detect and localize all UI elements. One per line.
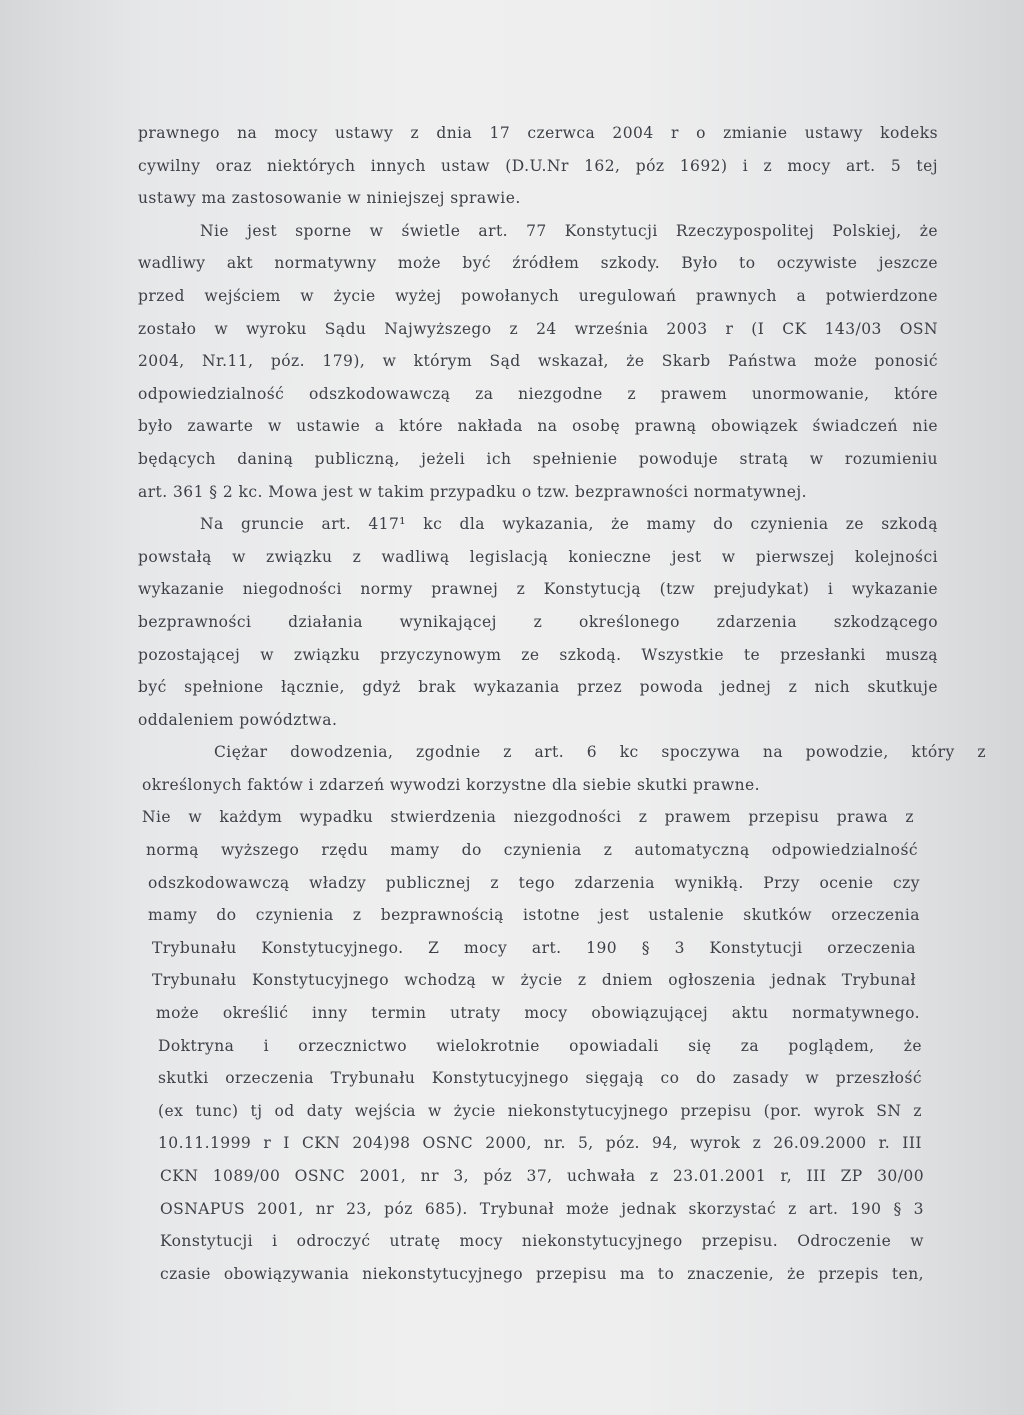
text-line: powstałą w związku z wadliwą legislacją konieczne jest w pierwszej kolejności: [138, 547, 938, 566]
text-line: odpowiedzialność odszkodowawczą za niezgodne z prawem unormowanie, które: [138, 384, 938, 403]
text-line: bezprawności działania wynikającej z określonego zdarzenia szkodzącego: [138, 612, 938, 631]
text-line: będących daniną publiczną, jeżeli ich spełnienie powoduje stratą w rozumieniu: [138, 449, 938, 468]
text-line: cywilny oraz niektórych innych ustaw (D.U.Nr 162, póz 1692) i z mocy art. 5 tej: [138, 156, 938, 175]
text-line: 2004, Nr.11, póz. 179), w którym Sąd wskazał, że Skarb Państwa może ponosić: [138, 352, 938, 371]
text-line: normą wyższego rzędu mamy do czynienia z automatyczną odpowiedzialność: [146, 841, 918, 860]
text-line: wadliwy akt normatywny może być źródłem szkody. Było to oczywiste jeszcze: [138, 254, 938, 273]
document-text: [138, 117, 986, 1290]
text-line: art. 361 § 2 kc. Mowa jest w takim przypadku o tzw. bezprawności normatywnej.: [138, 482, 807, 501]
text-line: Doktryna i orzecznictwo wielokrotnie opowiadali się za poglądem, że: [158, 1036, 922, 1055]
text-line: pozostającej w związku przyczynowym ze szkodą. Wszystkie te przesłanki muszą: [138, 645, 938, 664]
paragraph-start-line: Na gruncie art. 417¹ kc dla wykazania, że mamy do czynienia ze szkodą: [200, 515, 938, 534]
text-line: przed wejściem w życie wyżej powołanych uregulowań prawnych a potwierdzone: [138, 286, 938, 305]
text-line: określonych faktów i zdarzeń wywodzi korzystne dla siebie skutki prawne.: [142, 775, 761, 794]
text-line: Trybunału Konstytucyjnego. Z mocy art. 190 § 3 Konstytucji orzeczenia: [152, 938, 916, 957]
text-line: prawnego na mocy ustawy z dnia 17 czerwca 2004 r o zmianie ustawy kodeks: [138, 124, 938, 142]
text-line: odszkodowawczą władzy publicznej z tego zdarzenia wynikłą. Przy ocenie czy: [148, 873, 920, 892]
paragraph-start-line: Ciężar dowodzenia, zgodnie z art. 6 kc spoczywa na powodzie, który z: [214, 743, 986, 762]
text-line: ustawy ma zastosowanie w niniejszej sprawie.: [138, 189, 521, 208]
text-line: czasie obowiązywania niekonstytucyjnego przepisu ma to znaczenie, że przepis ten,: [160, 1264, 924, 1283]
text-line: 10.11.1999 r I CKN 204)98 OSNC 2000, nr. 5, póz. 94, wyrok z 26.09.2000 r. III: [158, 1134, 922, 1153]
text-line: oddaleniem powództwa.: [138, 710, 338, 729]
text-line: OSNAPUS 2001, nr 23, póz 685). Trybunał może jednak skorzystać z art. 190 § 3: [160, 1199, 924, 1218]
text-line: Trybunału Konstytucyjnego wchodzą w życie z dniem ogłoszenia jednak Trybunał: [152, 971, 916, 990]
text-line: (ex tunc) tj od daty wejścia w życie niekonstytucyjnego przepisu (por. wyrok SN z: [158, 1101, 922, 1120]
text-line: mamy do czynienia z bezprawnością istotne jest ustalenie skutków orzeczenia: [148, 906, 920, 925]
text-line: zostało w wyroku Sądu Najwyższego z 24 września 2003 r (I CK 143/03 OSN: [138, 319, 938, 338]
text-line: może określić inny termin utraty mocy obowiązującej aktu normatywnego.: [156, 1004, 920, 1023]
paragraph-start-line: Nie jest sporne w świetle art. 77 Konstytucji Rzeczypospolitej Polskiej, że: [200, 221, 938, 240]
text-line: być spełnione łącznie, gdyż brak wykazania przez powoda jednej z nich skutkuje: [138, 678, 938, 697]
text-line: Nie w każdym wypadku stwierdzenia niezgodności z prawem przepisu prawa z: [142, 808, 914, 827]
text-line: było zawarte w ustawie a które nakłada na osobę prawną obowiązek świadczeń nie: [138, 417, 938, 436]
text-line: Konstytucji i odroczyć utratę mocy niekonstytucyjnego przepisu. Odroczenie w: [160, 1232, 924, 1251]
text-line: skutki orzeczenia Trybunału Konstytucyjnego sięgają co do zasady w przeszłość: [158, 1069, 922, 1088]
text-line: CKN 1089/00 OSNC 2001, nr 3, póz 37, uchwała z 23.01.2001 r, III ZP 30/00: [160, 1167, 924, 1185]
text-line: wykazanie niegodności normy prawnej z Konstytucją (tzw prejudykat) i wykazanie: [138, 580, 938, 599]
